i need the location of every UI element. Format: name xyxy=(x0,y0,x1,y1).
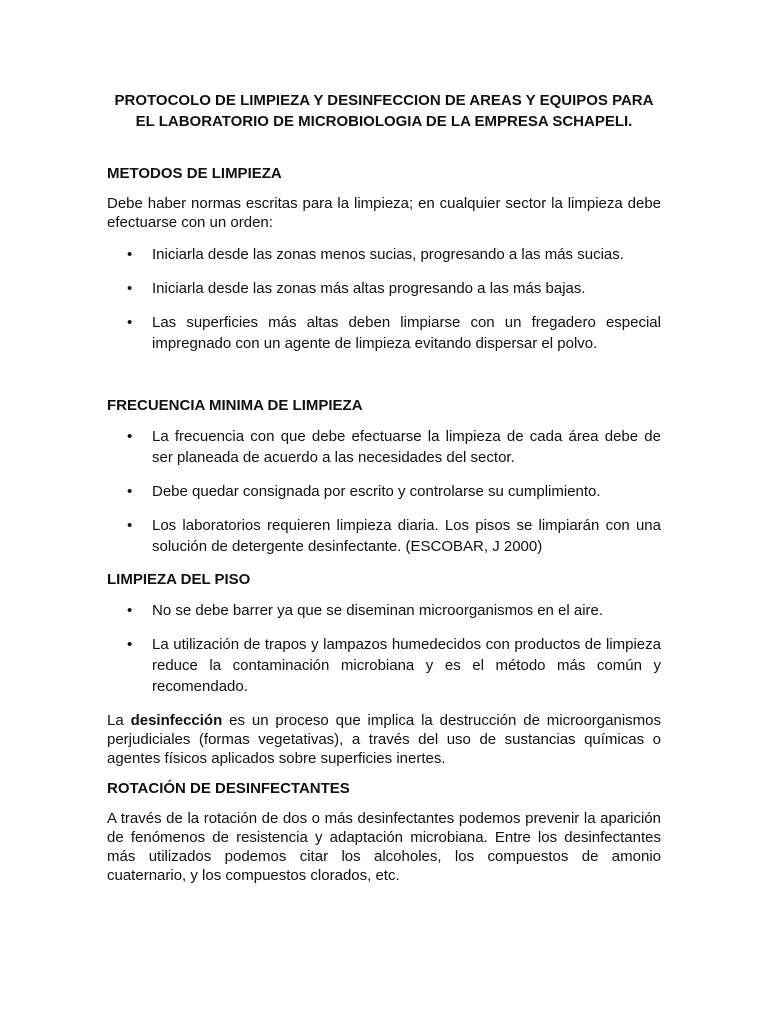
list-item xyxy=(107,426,661,468)
bullet-icon: • xyxy=(127,280,133,297)
bullet-list-metodos xyxy=(107,244,661,354)
bullet-icon: • xyxy=(127,517,133,534)
bullet-list-frecuencia xyxy=(107,426,661,557)
list-item xyxy=(107,481,661,502)
section-intro-metodos: Debe haber normas escritas para la limpieza; en cualquier sector la limpieza debe efectuarse con un orden: xyxy=(107,195,661,231)
list-item-text: Las superficies más altas deben limpiarse con un fregadero especial impregnado con un agente de limpieza evitando dispersar el polvo. xyxy=(152,314,661,352)
bullet-icon: • xyxy=(127,428,133,445)
document-title xyxy=(107,90,661,132)
bullet-icon: • xyxy=(127,636,133,653)
desinfeccion-lead: La xyxy=(107,712,131,729)
list-item-text: La utilización de trapos y lampazos humedecidos con productos de limpieza reduce la contaminación microbiana y es el método más común y recomendado. xyxy=(152,636,661,695)
section-heading-frecuencia: FRECUENCIA MINIMA DE LIMPIEZA xyxy=(107,397,363,414)
list-item xyxy=(107,312,661,354)
title-line-2: EL LABORATORIO DE MICROBIOLOGIA DE LA EMPRESA SCHAPELI. xyxy=(135,113,633,130)
desinfeccion-paragraph xyxy=(107,711,661,768)
list-item-text: La frecuencia con que debe efectuarse la limpieza de cada área debe de ser planeada de acuerdo a las necesidades del sector. xyxy=(152,428,661,466)
list-item-text: Los laboratorios requieren limpieza diaria. Los pisos se limpiarán con una solución de detergente desinfectante. (ESCOBAR, J 2000) xyxy=(152,517,661,555)
list-item xyxy=(107,244,661,265)
list-item xyxy=(107,278,661,299)
list-item-text: Iniciarla desde las zonas más altas progresando a las más bajas. xyxy=(152,280,586,297)
list-item-text: Iniciarla desde las zonas menos sucias, progresando a las más sucias. xyxy=(152,246,624,263)
list-item xyxy=(107,634,661,697)
section-heading-piso: LIMPIEZA DEL PISO xyxy=(107,571,251,588)
section-text-rotacion: A través de la rotación de dos o más desinfectantes podemos prevenir la aparición de fenómenos de resistencia y adaptación microbiana. Entre los desinfectantes más utilizados podemos citar los alcoholes, los compuestos de amonio cuaternario, y los compuestos clorados, etc. xyxy=(107,810,661,884)
bullet-icon: • xyxy=(127,602,133,619)
bullet-list-piso xyxy=(107,600,661,697)
desinfeccion-term: desinfección xyxy=(130,712,223,729)
section-heading-metodos: METODOS DE LIMPIEZA xyxy=(107,165,282,182)
title-line-1: PROTOCOLO DE LIMPIEZA Y DESINFECCION DE AREAS Y EQUIPOS PARA xyxy=(114,92,654,109)
desinfeccion-rest: es un proceso que implica la destrucción de microorganismos perjudiciales (formas vegetativas), a través del uso de sustancias químicas o agentes físicos aplicados sobre superficies inertes. xyxy=(107,712,661,767)
bullet-icon: • xyxy=(127,314,133,331)
list-item xyxy=(107,515,661,557)
list-item-text: Debe quedar consignada por escrito y controlarse su cumplimiento. xyxy=(152,483,601,500)
list-item xyxy=(107,600,661,621)
list-item-text: No se debe barrer ya que se diseminan microorganismos en el aire. xyxy=(152,602,604,619)
section-heading-rotacion: ROTACIÓN DE DESINFECTANTES xyxy=(107,780,350,797)
bullet-icon: • xyxy=(127,483,133,500)
bullet-icon: • xyxy=(127,246,133,263)
